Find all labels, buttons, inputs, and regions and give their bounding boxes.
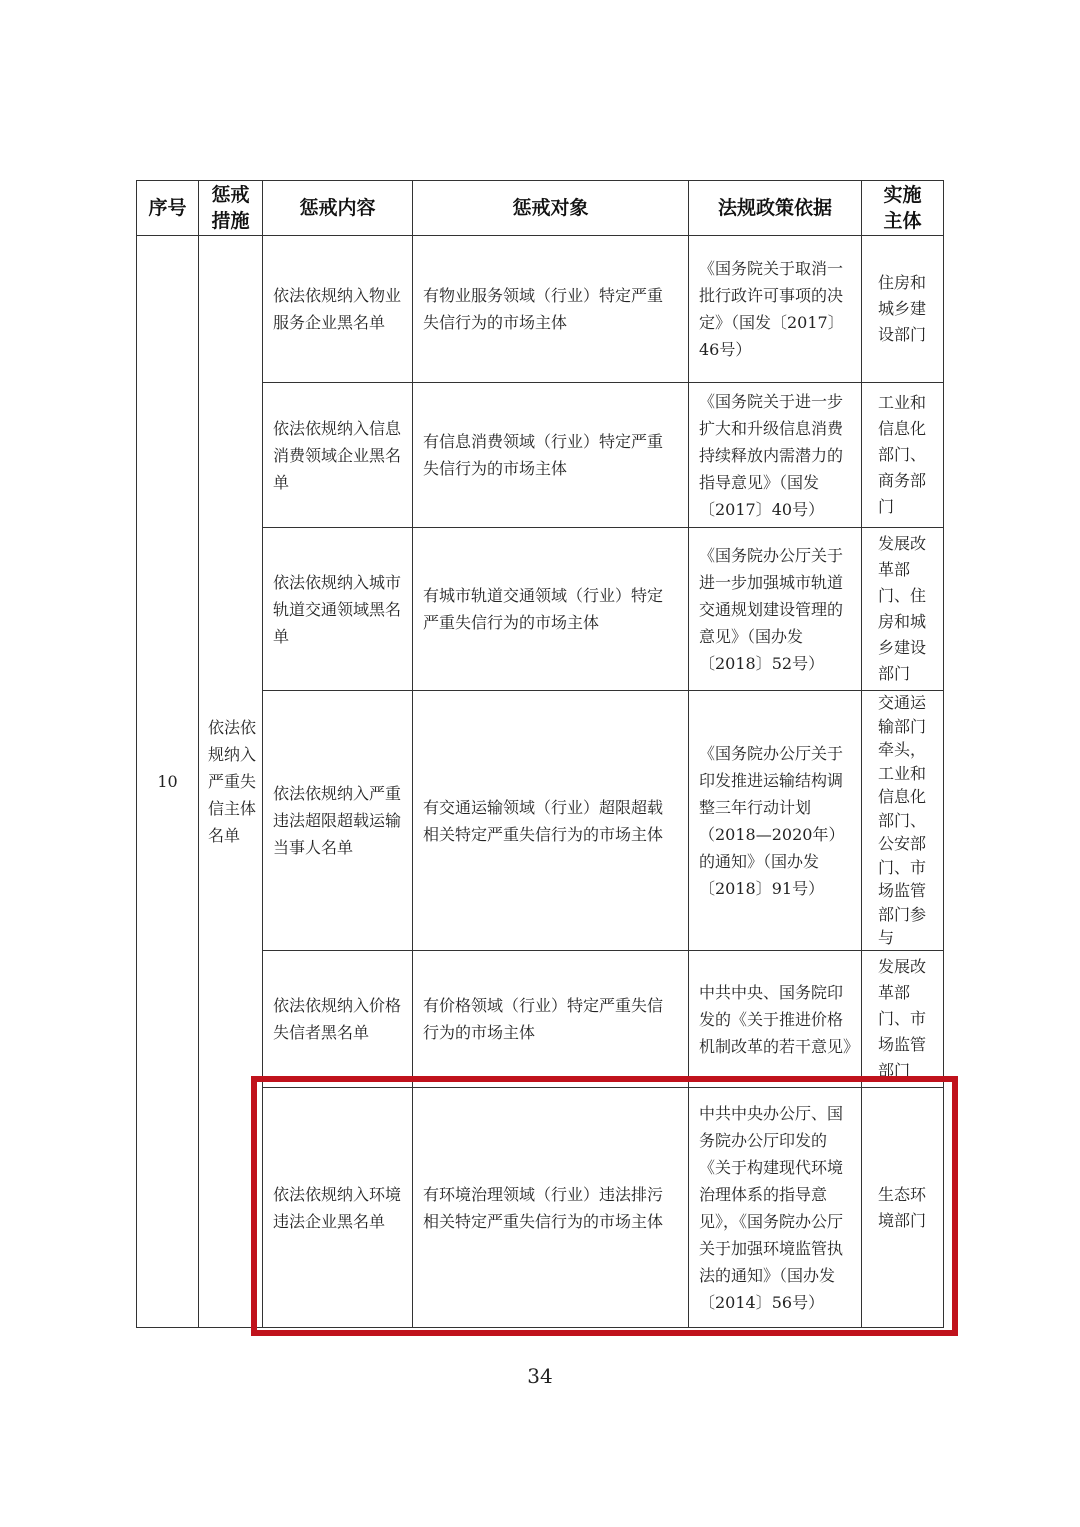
header-org	[862, 181, 944, 236]
group-index: 10	[137, 236, 199, 1328]
row-org: 发展改革部门、市场监管部门	[862, 951, 944, 1088]
header-measure	[199, 181, 263, 236]
page-number: 34	[527, 1364, 553, 1388]
row-basis: 《国务院关于取消一批行政许可事项的决定》（国发〔2017〕46号）	[689, 236, 862, 383]
header-basis: 法规政策依据	[689, 181, 862, 236]
row-org: 住房和城乡建设部门	[862, 236, 944, 383]
row-target: 有城市轨道交通领域（行业）特定严重失信行为的市场主体	[413, 528, 689, 691]
row-content: 依法依规纳入环境违法企业黑名单	[263, 1088, 413, 1328]
row-org: 生态环境部门	[862, 1088, 944, 1328]
header-index: 序号	[137, 181, 199, 236]
row-basis: 中共中央、国务院印发的《关于推进价格机制改革的若干意见》	[689, 951, 862, 1088]
header-target: 惩戒对象	[413, 181, 689, 236]
row-target: 有价格领域（行业）特定严重失信行为的市场主体	[413, 951, 689, 1088]
row-org: 发展改革部门、住房和城乡建设部门	[862, 528, 944, 691]
row-content: 依法依规纳入严重违法超限超载运输当事人名单	[263, 691, 413, 951]
row-target: 有信息消费领域（行业）特定严重失信行为的市场主体	[413, 383, 689, 528]
header-measure-label: 惩戒措施	[211, 184, 250, 232]
row-content: 依法依规纳入物业服务企业黑名单	[263, 236, 413, 383]
row-content: 依法依规纳入信息消费领域企业黑名单	[263, 383, 413, 528]
row-content: 依法依规纳入城市轨道交通领域黑名单	[263, 528, 413, 691]
row-content: 依法依规纳入价格失信者黑名单	[263, 951, 413, 1088]
group-measure: 依法依规纳入严重失信主体名单	[199, 236, 263, 1328]
header-org-label: 实施主体	[883, 184, 922, 232]
row-basis: 《国务院办公厅关于印发推进运输结构调整三年行动计划（2018—2020年）的通知》（国办发〔2018〕91号）	[689, 691, 862, 951]
table-header-row	[137, 181, 944, 236]
row-target: 有物业服务领域（行业）特定严重失信行为的市场主体	[413, 236, 689, 383]
row-target: 有交通运输领域（行业）超限超载相关特定严重失信行为的市场主体	[413, 691, 689, 951]
row-basis: 中共中央办公厅、国务院办公厅印发的《关于构建现代环境治理体系的指导意见》，《国务院办公厅关于加强环境监管执法的通知》（国办发〔2014〕56号）	[689, 1088, 862, 1328]
highlight-box	[251, 1076, 958, 1336]
row-org: 工业和信息化部门、商务部门	[862, 383, 944, 528]
row-basis: 《国务院关于进一步扩大和升级信息消费持续释放内需潜力的指导意见》（国发〔2017〕40号）	[689, 383, 862, 528]
table-row	[137, 236, 944, 383]
header-content: 惩戒内容	[263, 181, 413, 236]
row-basis: 《国务院办公厅关于进一步加强城市轨道交通规划建设管理的意见》（国办发〔2018〕52号）	[689, 528, 862, 691]
row-org: 交通运输部门牵头，工业和信息化部门、公安部门、市场监管部门参与	[862, 691, 944, 951]
row-target: 有环境治理领域（行业）违法排污相关特定严重失信行为的市场主体	[413, 1088, 689, 1328]
